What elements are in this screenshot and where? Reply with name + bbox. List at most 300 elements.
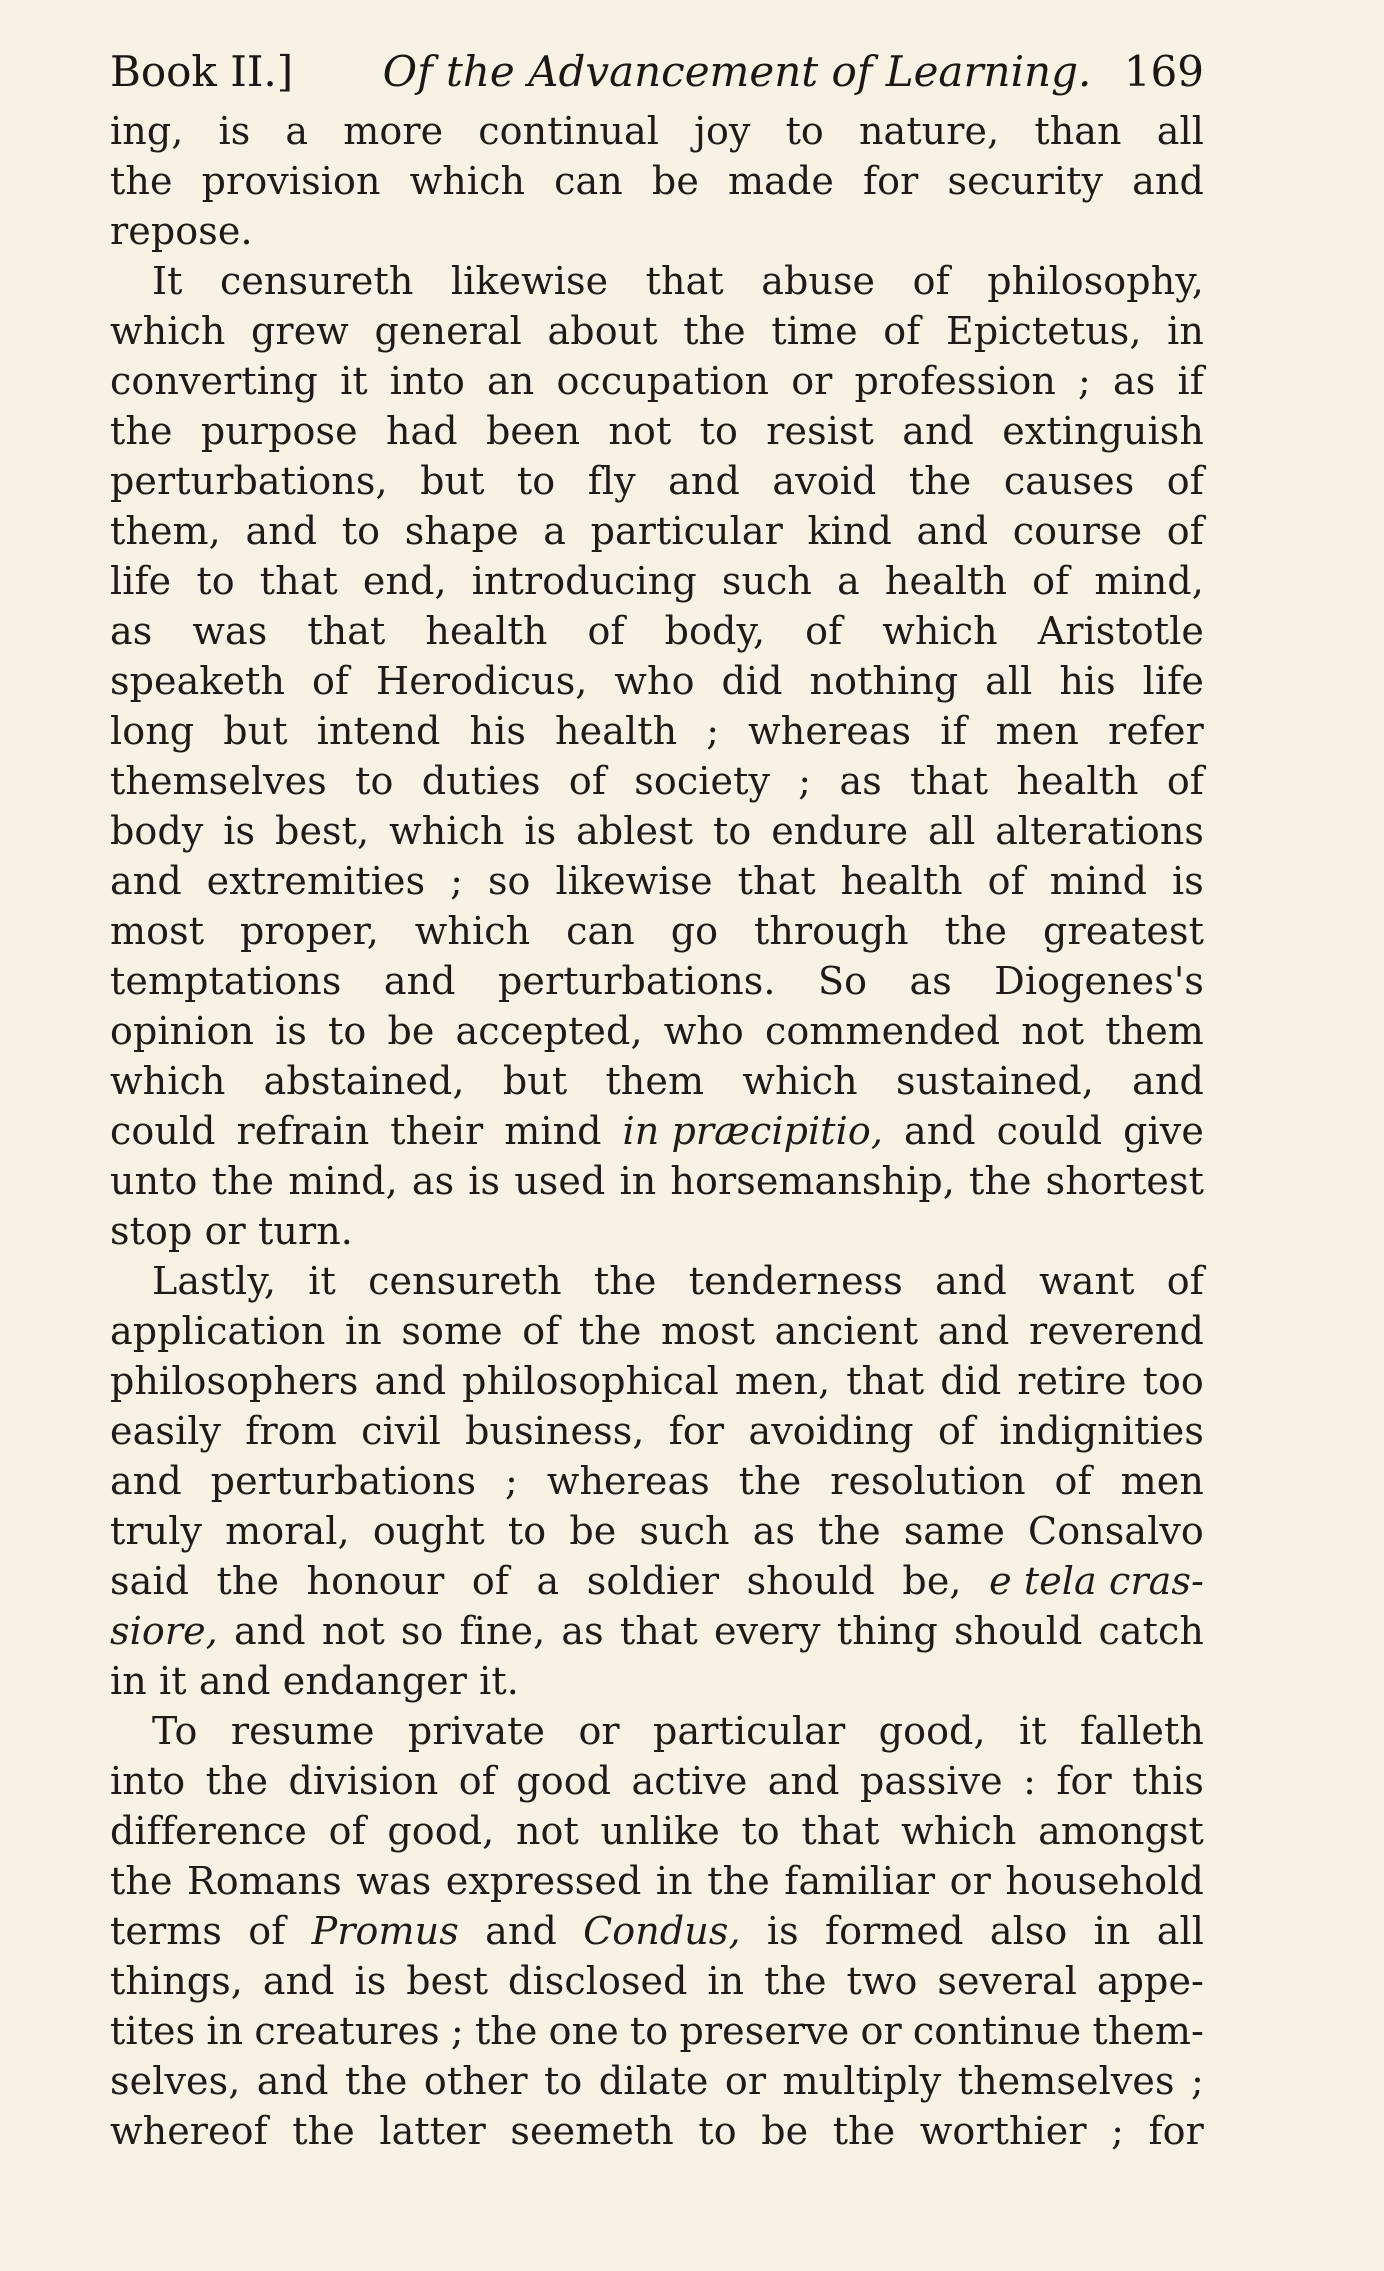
- word: is: [223, 809, 256, 853]
- word: to: [712, 809, 752, 853]
- word: duties: [421, 759, 541, 803]
- word: avoiding: [748, 1409, 914, 1453]
- word: had: [385, 409, 458, 453]
- word: for: [668, 1409, 725, 1453]
- word: of: [587, 609, 625, 653]
- word: things,: [110, 1959, 243, 2003]
- word: and: [374, 1359, 447, 1403]
- word: shortest: [1045, 1159, 1204, 1203]
- word: tites: [110, 2009, 196, 2053]
- word: their: [390, 1109, 484, 1153]
- word: to: [328, 1009, 367, 1053]
- word: as: [839, 759, 882, 803]
- word: good: [516, 1759, 612, 1803]
- word: men: [1120, 1459, 1204, 1503]
- word: the: [216, 1559, 280, 1603]
- word: a: [543, 509, 567, 553]
- word: for: [1148, 2109, 1204, 2153]
- word: themselves: [957, 2059, 1175, 2103]
- word: greatest: [1043, 909, 1204, 953]
- word: too: [1142, 1359, 1204, 1403]
- word: or: [724, 2059, 767, 2103]
- word: and: [935, 1259, 1007, 1303]
- word: appe-: [1096, 1959, 1204, 2003]
- word: To: [152, 1709, 198, 1753]
- word: nature,: [858, 109, 1000, 153]
- word: of: [1166, 1259, 1204, 1303]
- word: health: [555, 709, 678, 753]
- word: who: [663, 1009, 744, 1053]
- word: is: [275, 1009, 307, 1053]
- word: did: [940, 1359, 1002, 1403]
- text-line: [110, 1256, 1204, 1306]
- word: the: [832, 2109, 896, 2153]
- word: best,: [275, 809, 370, 853]
- text-line: [110, 906, 1204, 956]
- word: civil: [361, 1409, 441, 1453]
- word: Herodicus,: [376, 659, 588, 703]
- word: such: [721, 559, 813, 603]
- word: the: [944, 909, 1008, 953]
- word: than: [1034, 109, 1122, 153]
- word: refrain: [236, 1109, 370, 1153]
- word: so: [400, 1609, 444, 1653]
- word: Diogenes's: [994, 959, 1204, 1003]
- word: is: [524, 809, 557, 853]
- word: and: [767, 1759, 840, 1803]
- text-line: [110, 156, 1204, 206]
- word: been: [485, 409, 581, 453]
- word: of: [1166, 459, 1204, 503]
- word: opinion: [110, 1009, 255, 1053]
- word: which: [414, 909, 531, 953]
- word: about: [547, 309, 658, 353]
- word: worthier: [919, 2109, 1087, 2153]
- word: is: [468, 1159, 501, 1203]
- word: his: [1059, 659, 1116, 703]
- word: :: [1023, 1759, 1036, 1803]
- word: accepted,: [455, 1009, 643, 1053]
- word: and: [110, 1459, 182, 1503]
- word: purpose: [200, 409, 358, 453]
- word: to: [741, 1809, 780, 1853]
- word: could: [110, 1109, 216, 1153]
- word: converting: [110, 359, 318, 403]
- word: sustained,: [896, 1059, 1094, 1103]
- word: of: [311, 659, 350, 703]
- word: and: [110, 859, 182, 903]
- word: most: [661, 1309, 756, 1353]
- word: disclosed: [508, 1959, 688, 2003]
- text-line: [110, 806, 1204, 856]
- word: a: [285, 109, 309, 153]
- text-line: [110, 106, 1204, 156]
- word: can: [566, 909, 635, 953]
- word: ;: [450, 859, 464, 903]
- word: should: [746, 1559, 875, 1603]
- word: indignities: [999, 1409, 1204, 1453]
- word: division: [288, 1759, 439, 1803]
- word: or: [204, 1209, 246, 1253]
- word: if: [1177, 359, 1204, 403]
- word: as: [110, 609, 153, 653]
- word: life: [1142, 659, 1204, 703]
- word: an: [487, 359, 535, 403]
- word: course: [1012, 509, 1143, 553]
- word: of: [883, 309, 921, 353]
- word: amongst: [1038, 1809, 1204, 1853]
- word: philosophy,: [987, 259, 1204, 303]
- word: which: [110, 309, 226, 353]
- word: truly: [110, 1509, 203, 1553]
- word: as: [752, 1509, 796, 1553]
- word: business,: [465, 1409, 645, 1453]
- text-line: [110, 256, 1204, 306]
- word: grew: [251, 309, 349, 353]
- word: e tela cras-: [989, 1559, 1204, 1603]
- word: it: [308, 1259, 336, 1303]
- word: of: [328, 1809, 366, 1853]
- word: application: [110, 1309, 326, 1353]
- word: proper,: [239, 909, 379, 953]
- word: them-: [1092, 2009, 1204, 2053]
- word: every: [714, 1609, 821, 1653]
- word: of: [471, 1559, 510, 1603]
- word: ing,: [110, 109, 184, 153]
- word: honour: [306, 1559, 445, 1603]
- word: other: [423, 2059, 528, 2103]
- word: abstained,: [263, 1059, 465, 1103]
- word: them: [605, 1059, 705, 1103]
- word: and: [903, 1109, 976, 1153]
- word: resume: [230, 1709, 375, 1753]
- word: security: [947, 159, 1104, 203]
- word: body,: [664, 609, 766, 653]
- text-line: [110, 1456, 1204, 1506]
- word: the: [818, 1509, 881, 1553]
- word: the: [110, 409, 173, 453]
- word: kind: [807, 509, 892, 553]
- word: occupation: [556, 359, 770, 403]
- word: the: [908, 459, 972, 503]
- running-title: Of the Advancement of Learning.: [382, 47, 1092, 96]
- word: general: [374, 309, 522, 353]
- word: mind,: [1094, 559, 1204, 603]
- word: that: [737, 859, 816, 903]
- word: censureth: [219, 259, 414, 303]
- word: dilate: [598, 2059, 709, 2103]
- text-line: [110, 206, 1204, 256]
- word: ;: [505, 1459, 518, 1503]
- word: end,: [362, 559, 447, 603]
- word: fly: [587, 459, 636, 503]
- word: fine,: [459, 1609, 546, 1653]
- word: or: [578, 1709, 620, 1753]
- word: provision: [201, 159, 381, 203]
- word: the: [578, 1309, 642, 1353]
- word: for: [862, 159, 919, 203]
- word: whereas: [546, 1459, 710, 1503]
- body-text: [110, 106, 1204, 2156]
- word: same: [903, 1509, 1005, 1553]
- word: in præcipitio,: [622, 1109, 884, 1153]
- word: perturbations: [210, 1459, 477, 1503]
- word: to: [698, 2109, 737, 2153]
- word: it: [340, 359, 368, 403]
- word: which: [389, 809, 505, 853]
- word: whereof: [110, 2109, 268, 2153]
- word: through: [753, 909, 909, 953]
- word: or: [949, 1859, 991, 1903]
- word: and: [198, 1659, 271, 1703]
- word: to: [355, 759, 394, 803]
- word: the: [593, 1259, 657, 1303]
- word: be: [387, 1009, 435, 1053]
- word: the: [474, 2009, 538, 2053]
- word: in: [1093, 1909, 1131, 1953]
- word: speaketh: [110, 659, 286, 703]
- word: mind: [504, 1109, 602, 1153]
- word: good,: [878, 1709, 986, 1753]
- word: can: [554, 159, 623, 203]
- word: in: [707, 1959, 745, 2003]
- word: creatures: [254, 2009, 440, 2053]
- text-line: [110, 506, 1204, 556]
- word: or: [860, 2009, 902, 2053]
- word: philosophical: [462, 1359, 719, 1403]
- word: and: [1132, 1059, 1204, 1103]
- word: shape: [404, 509, 519, 553]
- word: to: [341, 509, 381, 553]
- word: and: [262, 1959, 335, 2003]
- word: was: [192, 609, 268, 653]
- word: ablest: [576, 809, 694, 853]
- word: siore,: [110, 1609, 218, 1653]
- word: censureth: [368, 1259, 562, 1303]
- text-line: [110, 1156, 1204, 1206]
- word: them,: [110, 509, 221, 553]
- word: not: [1021, 1009, 1085, 1053]
- word: commended: [764, 1009, 1001, 1053]
- word: it: [159, 1659, 187, 1703]
- word: Consalvo: [1028, 1509, 1204, 1553]
- word: one: [548, 2009, 619, 2053]
- word: nothing: [809, 659, 959, 703]
- word: of: [1166, 759, 1204, 803]
- word: all: [1156, 1909, 1204, 1953]
- word: or: [791, 359, 833, 403]
- text-line-with-italic: [110, 1906, 1204, 1956]
- word: terms: [110, 1909, 222, 1953]
- word: household: [1005, 1859, 1204, 1903]
- word: in: [619, 1159, 657, 1203]
- word: Promus: [311, 1909, 459, 1953]
- word: and: [383, 959, 456, 1003]
- word: be: [761, 2109, 809, 2153]
- text-line: [110, 406, 1204, 456]
- word: soldier: [586, 1559, 720, 1603]
- word: into: [389, 359, 465, 403]
- word: and: [1132, 159, 1204, 203]
- word: and: [916, 509, 989, 553]
- word: health: [840, 859, 963, 903]
- word: of: [805, 609, 843, 653]
- word: good,: [387, 1809, 495, 1853]
- text-line-with-italic: [110, 1556, 1204, 1606]
- word: multiply: [782, 2059, 942, 2103]
- word: ;: [706, 709, 720, 753]
- word: horsemanship,: [670, 1159, 955, 1203]
- word: his: [469, 709, 526, 753]
- word: that: [307, 609, 386, 653]
- word: the: [110, 159, 173, 203]
- word: said: [110, 1559, 190, 1603]
- word: ;: [1111, 2109, 1125, 2153]
- text-line: [110, 1706, 1204, 1756]
- word: mind: [1049, 859, 1148, 903]
- word: more: [343, 109, 444, 153]
- word: but: [502, 1059, 568, 1103]
- word: in: [110, 1659, 147, 1703]
- word: as: [1113, 359, 1156, 403]
- word: such: [639, 1509, 730, 1553]
- word: but: [223, 709, 288, 753]
- word: likewise: [555, 859, 713, 903]
- word: not: [515, 1809, 579, 1853]
- word: abuse: [761, 259, 876, 303]
- word: and: [245, 509, 318, 553]
- word: some: [401, 1309, 503, 1353]
- word: the: [211, 1159, 275, 1203]
- word: philosophers: [110, 1359, 359, 1403]
- word: for: [1056, 1759, 1112, 1803]
- text-line: [110, 456, 1204, 506]
- word: to: [196, 559, 235, 603]
- word: time: [771, 309, 858, 353]
- word: catch: [1098, 1609, 1204, 1653]
- word: to: [544, 2059, 583, 2103]
- text-line: [110, 1506, 1204, 1556]
- word: Aristotle: [1037, 609, 1204, 653]
- word: whereas: [748, 709, 912, 753]
- text-line: [110, 1806, 1204, 1856]
- word: So: [817, 959, 868, 1003]
- word: a: [536, 1559, 560, 1603]
- word: ancient: [774, 1309, 919, 1353]
- word: made: [728, 159, 834, 203]
- word: which: [409, 159, 526, 203]
- word: the: [969, 1159, 1032, 1203]
- word: reverend: [1029, 1309, 1204, 1353]
- text-line: [110, 656, 1204, 706]
- word: preserve: [679, 2009, 850, 2053]
- word: body: [110, 809, 204, 853]
- text-line: [110, 1356, 1204, 1406]
- word: falleth: [1079, 1709, 1204, 1753]
- word: temptations: [110, 959, 342, 1003]
- word: ;: [1190, 2059, 1204, 2103]
- text-line: [110, 706, 1204, 756]
- word: endure: [771, 809, 909, 853]
- word: private: [407, 1709, 546, 1753]
- word: all: [985, 659, 1033, 703]
- word: life: [110, 559, 172, 603]
- word: it.: [479, 1659, 519, 1703]
- word: endanger: [282, 1659, 467, 1703]
- book-label: Book II.]: [110, 47, 294, 96]
- word: profession: [854, 359, 1056, 403]
- word: be: [651, 159, 699, 203]
- word: and: [902, 409, 974, 453]
- word: of: [937, 1409, 976, 1453]
- word: unlike: [600, 1809, 720, 1853]
- word: causes: [1003, 459, 1135, 503]
- word: most: [110, 909, 205, 953]
- word: be,: [902, 1559, 962, 1603]
- text-line: [110, 306, 1204, 356]
- word: ;: [798, 759, 812, 803]
- word: extinguish: [1002, 409, 1204, 453]
- word: go: [670, 909, 719, 953]
- text-line: [110, 2056, 1204, 2106]
- word: unto: [110, 1159, 198, 1203]
- word: of: [1166, 509, 1204, 553]
- word: two: [846, 1959, 918, 2003]
- word: is: [218, 109, 251, 153]
- word: best: [406, 1959, 489, 2003]
- word: men,: [734, 1359, 831, 1403]
- word: if: [940, 709, 967, 753]
- word: ;: [450, 2009, 464, 2053]
- word: perturbations,: [110, 459, 388, 503]
- text-line: [110, 1856, 1204, 1906]
- word: that: [259, 559, 338, 603]
- word: expressed: [445, 1859, 642, 1903]
- word: thing: [836, 1609, 938, 1653]
- word: and: [256, 2059, 329, 2103]
- word: want: [1039, 1259, 1135, 1303]
- word: Condus,: [583, 1909, 741, 1953]
- word: but: [420, 459, 485, 503]
- word: and: [668, 459, 740, 503]
- word: avoid: [772, 459, 877, 503]
- word: of: [1054, 1459, 1092, 1503]
- word: the: [292, 2109, 355, 2153]
- word: Epictetus,: [946, 309, 1142, 353]
- word: into: [110, 1759, 186, 1803]
- word: passive: [859, 1759, 1003, 1803]
- word: in: [1167, 309, 1204, 353]
- word: themselves: [110, 759, 327, 803]
- word: men: [995, 709, 1079, 753]
- word: in: [206, 2009, 244, 2053]
- word: did: [721, 659, 783, 703]
- word: intend: [316, 709, 441, 753]
- word: to: [516, 459, 556, 503]
- word: not: [321, 1609, 385, 1653]
- word: of: [248, 1909, 286, 1953]
- word: who: [614, 659, 695, 703]
- text-line: [110, 756, 1204, 806]
- text-line-with-italic: [110, 1606, 1204, 1656]
- word: should: [954, 1609, 1083, 1653]
- word: latter: [379, 2109, 486, 2153]
- word: not: [608, 409, 672, 453]
- text-line: [110, 606, 1204, 656]
- word: of: [912, 259, 950, 303]
- word: society: [634, 759, 771, 803]
- word: to: [699, 409, 738, 453]
